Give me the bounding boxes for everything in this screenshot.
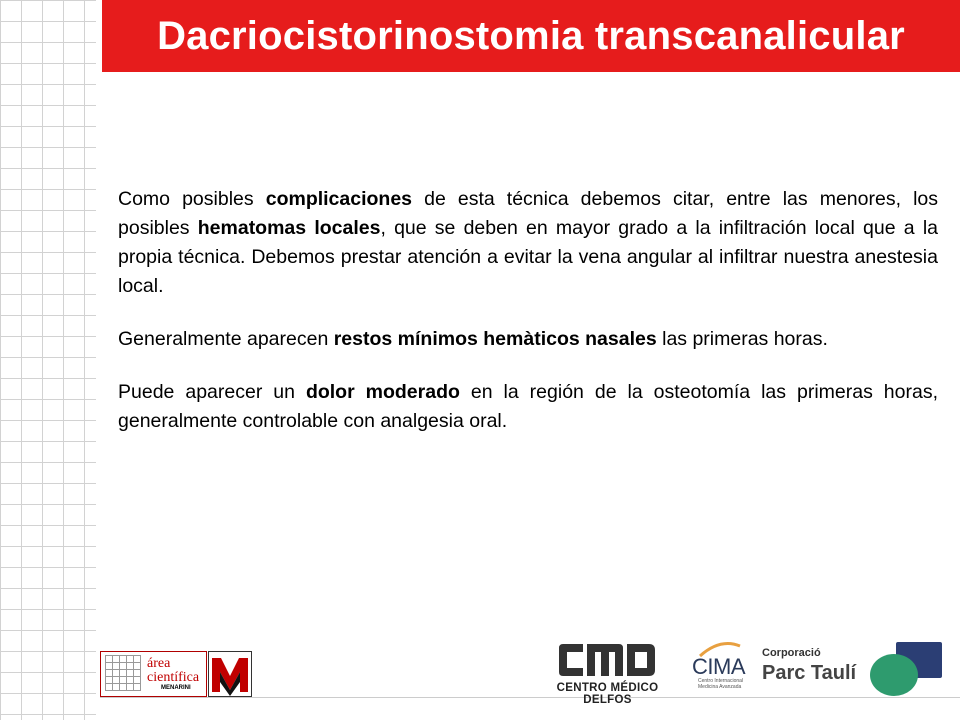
cmd-caption: CENTRO MÉDICO DELFOS (556, 682, 659, 706)
body-text: Como posibles (118, 188, 266, 210)
emphasis-text: hematomas locales (197, 217, 381, 239)
body-text: de esta técnica debemos citar, entre las menores, los posibles (118, 188, 939, 239)
cima-subtitle: Centro Internacional Medicina Avanzada (698, 678, 744, 690)
green-circle-icon (870, 654, 918, 696)
emphasis-text: dolor moderado (305, 381, 460, 403)
title-bar (102, 0, 960, 72)
grid-mark-icon (105, 655, 141, 691)
body-text: en la región de la osteotomía las primeras horas, generalmente controlable con analgesia oral. (118, 381, 938, 432)
parc-tauli-logo (762, 640, 957, 698)
body-paragraph (118, 325, 938, 354)
logo-text-menarini: MENARINI (161, 685, 191, 691)
body-text: Puede aparecer un (118, 381, 306, 403)
emphasis-text: complicaciones (265, 188, 413, 210)
menarini-m-logo (208, 651, 252, 697)
logo-text-cientifica: científica (147, 670, 200, 685)
emphasis-text: restos mínimos hemàticos nasales (333, 328, 657, 350)
decorative-grid (0, 0, 96, 720)
body-paragraph (118, 378, 938, 436)
cima-name: CIMA (692, 654, 745, 679)
body-text: las primeras horas. (656, 328, 828, 350)
logo-text-area: área (147, 656, 171, 671)
area-cientifica-logo (100, 651, 207, 697)
cmd-mark-icon (557, 642, 657, 678)
slide-body (118, 185, 938, 460)
body-paragraph (118, 185, 938, 301)
parc-tauli-line1: Corporació (762, 647, 821, 659)
m-letter-icon (209, 652, 251, 696)
centro-medico-delfos-logo (535, 642, 680, 706)
body-text: , que se deben en mayor grado a la infiltración local que a la propia técnica. Debemos prestar atención a evitar la vena angular al infiltrar nuestra anestesia local. (118, 217, 938, 297)
body-text: Generalmente aparecen (118, 328, 334, 350)
cima-logo (690, 640, 752, 698)
slide-title: Dacriocistorinostomia transcanalicular (157, 13, 905, 58)
parc-tauli-line2: Parc Taulí (762, 662, 857, 684)
